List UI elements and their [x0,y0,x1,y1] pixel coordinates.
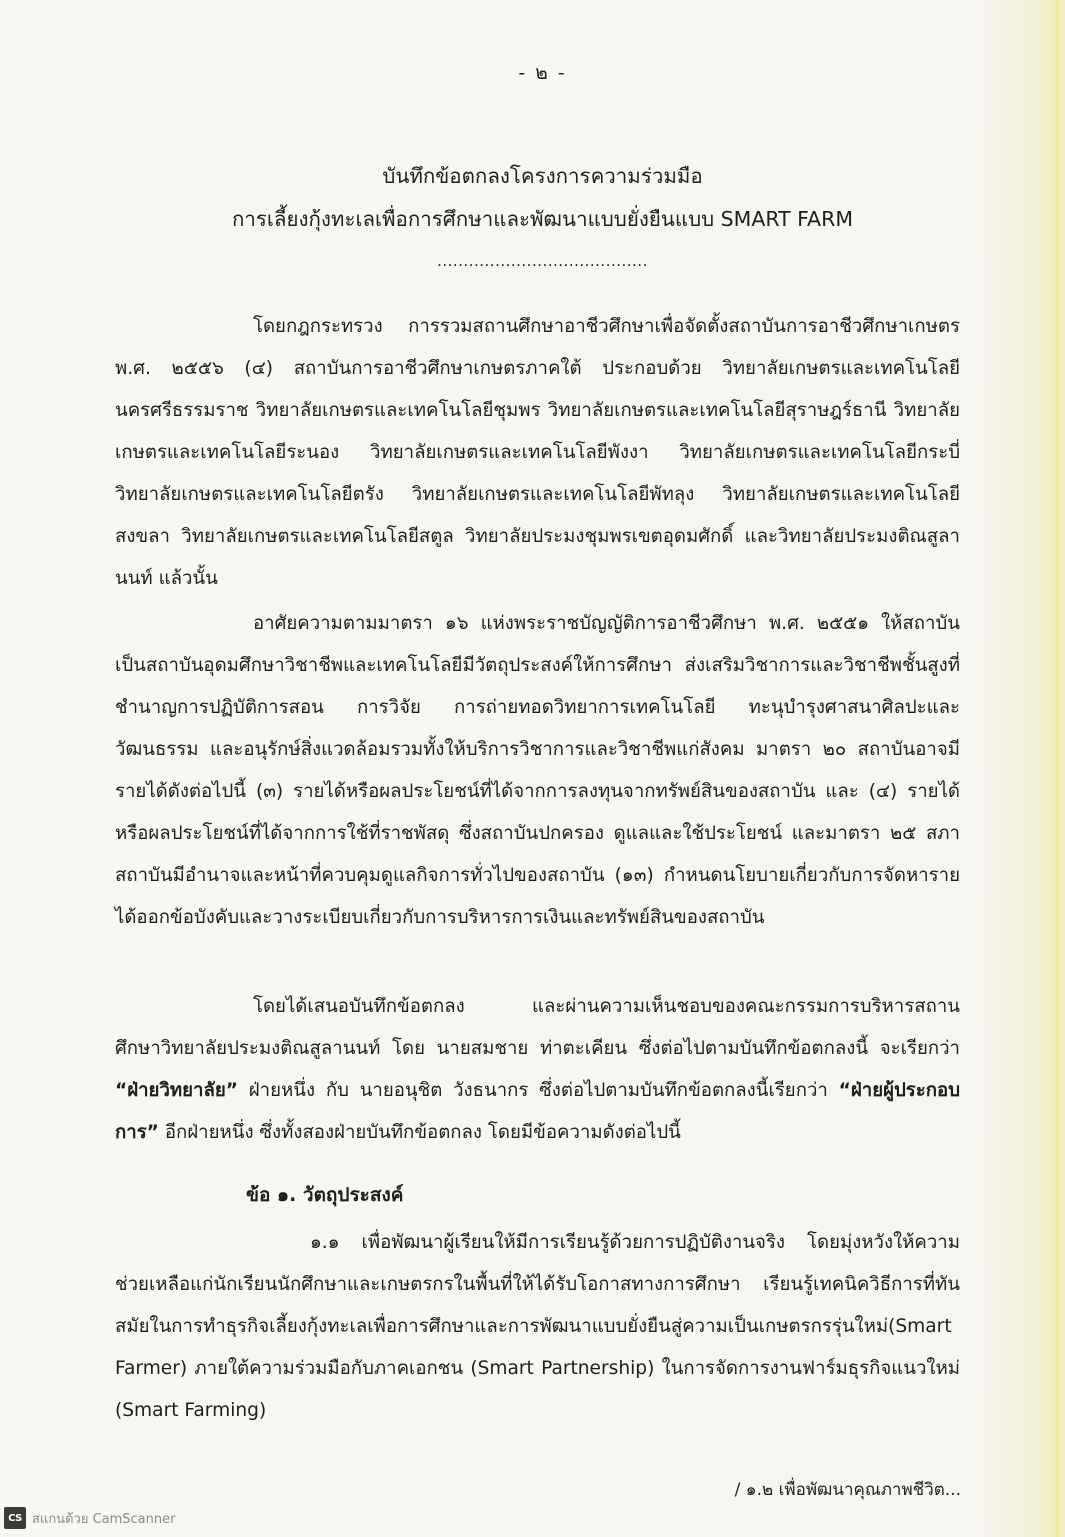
document-title: บันทึกข้อตกลงโครงการความร่วมมือ [382,164,703,188]
college-party-label: “ฝ่ายวิทยาลัย” [115,1080,238,1101]
paragraph-legal-basis [115,603,960,939]
parties-closing-text: อีกฝ่ายหนึ่ง ซึ่งทั้งสองฝ่ายบันทึกข้อตกลง โดยมีข้อความดังต่อไปนี้ [158,1122,681,1143]
paragraph-parties [115,986,960,1154]
title-separator: ........................................ [437,252,648,270]
section-heading-objectives: ข้อ ๑. วัตถุประสงค์ [246,1184,404,1206]
scanner-watermark [4,1507,175,1529]
objective-1-1-text: ๑.๑ เพื่อพัฒนาผู้เรียนให้มีการเรียนรู้ด้วยการปฏิบัติงานจริง โดยมุ่งหวังให้ความช่วยเหลือแก่นักเรียนนักศึกษาและเกษตรกรในพื้นที่ให้ได้รับโอกาสทางการศึกษา เรียนรู้เทคนิควิธีการที่ทันสมัยในการทำธุรกิจเลี้ยงกุ้งทะเลเพื่อการศึกษาและการพัฒนาแบบยั่งยืนสู่ความเป็นเกษตรกรรุ่นใหม่(Smart Farmer) ภายใต้ความร่วมมือกับภาคเอกชน (Smart Partnership) ในการจัดการงานฟาร์มธุรกิจแนวใหม่ (Smart Farming) [115,1232,960,1421]
paragraph-objective-1-1 [115,1222,960,1432]
paragraph-legal-basis-text: อาศัยความตามมาตรา ๑๖ แห่งพระราชบัญญัติการอาชีวศึกษา พ.ศ. ๒๕๕๑ ให้สถาบันเป็นสถาบันอุดมศึกษาวิชาชีพและเทคโนโลยีมีวัตถุประสงค์ให้การศึกษา ส่งเสริมวิชาการและวิชาชีพชั้นสูงที่ชำนาญการปฏิบัติการสอน การวิจัย การถ่ายทอดวิทยาการเทคโนโลยี ทะนุบำรุงศาสนาศิลปะและวัฒนธรรม และอนุรักษ์สิ่งแวดล้อมรวมทั้งให้บริการวิชาการและวิชาชีพแก่สังคม มาตรา ๒๐ สถาบันอาจมีรายได้ดังต่อไปนี้ (๓) รายได้หรือผลประโยชน์ที่ได้จากการลงทุนจากทรัพย์สินของสถาบัน และ (๔) รายได้หรือผลประโยชน์ที่ได้จากการใช้ที่ราชพัสดุ ซึ่งสถาบันปกครอง ดูแลและใช้ประโยชน์ และมาตรา ๒๕ สภาสถาบันมีอำนาจและหน้าที่ควบคุมดูแลกิจการทั่วไปของสถาบัน (๑๓) กำหนดนโยบายเกี่ยวกับการจัดหารายได้ออกข้อบังคับและวางระเบียบเกี่ยวกับการบริหารการเงินและทรัพย์สินของสถาบัน [115,613,960,928]
continuation-note: / ๑.๒ เพื่อพัฒนาคุณภาพชีวิต... [734,1480,961,1500]
page-number: - ๒ - [518,62,567,84]
parties-intro-text: โดยได้เสนอบันทึกข้อตกลง และผ่านความเห็นชอบของคณะกรรมการบริหารสถานศึกษาวิทยาลัยประมงติณสูลานนท์ โดย นายสมชาย ท่าตะเคียน ซึ่งต่อไปตามบันทึกข้อตกลงนี้ จะเรียกว่า [115,996,960,1059]
watermark-text: สแกนด้วย CamScanner [32,1511,176,1527]
operator-party-label: “ฝ่ายผู้ประกอบการ” [115,1080,960,1143]
document-subtitle: การเลี้ยงกุ้งทะเลเพื่อการศึกษาและพัฒนาแบบยั่งยืนแบบ SMART FARM [231,207,854,231]
paragraph-regulation-text: โดยกฎกระทรวง การรวมสถานศึกษาอาชีวศึกษาเพื่อจัดตั้งสถาบันการอาชีวศึกษาเกษตร พ.ศ. ๒๕๕๖ (๔) สถาบันการอาชีวศึกษาเกษตรภาคใต้ ประกอบด้วย วิทยาลัยเกษตรและเทคโนโลยีนครศรีธรรมราช วิทยาลัยเกษตรและเทคโนโลยีชุมพร วิทยาลัยเกษตรและเทคโนโลยีสุราษฎร์ธานี วิทยาลัยเกษตรและเทคโนโลยีระนอง วิทยาลัยเกษตรและเทคโนโลยีพังงา วิทยาลัยเกษตรและเทคโนโลยีกระบี่ วิทยาลัยเกษตรและเทคโนโลยีตรัง วิทยาลัยเกษตรและเทคโนโลยีพัทลุง วิทยาลัยเกษตรและเทคโนโลยีสงขลา วิทยาลัยเกษตรและเทคโนโลยีสตูล วิทยาลัยประมงชุมพรเขตอุดมศักดิ์ และวิทยาลัยประมงติณสูลานนท์ แล้วนั้น [115,316,960,589]
paragraph-regulation [115,306,960,600]
parties-middle-text: ฝ่ายหนึ่ง กับ นายอนุชิต วังธนากร ซึ่งต่อไปตามบันทึกข้อตกลงนี้เรียกว่า [238,1080,839,1101]
camscanner-logo-icon: CS [4,1507,26,1529]
